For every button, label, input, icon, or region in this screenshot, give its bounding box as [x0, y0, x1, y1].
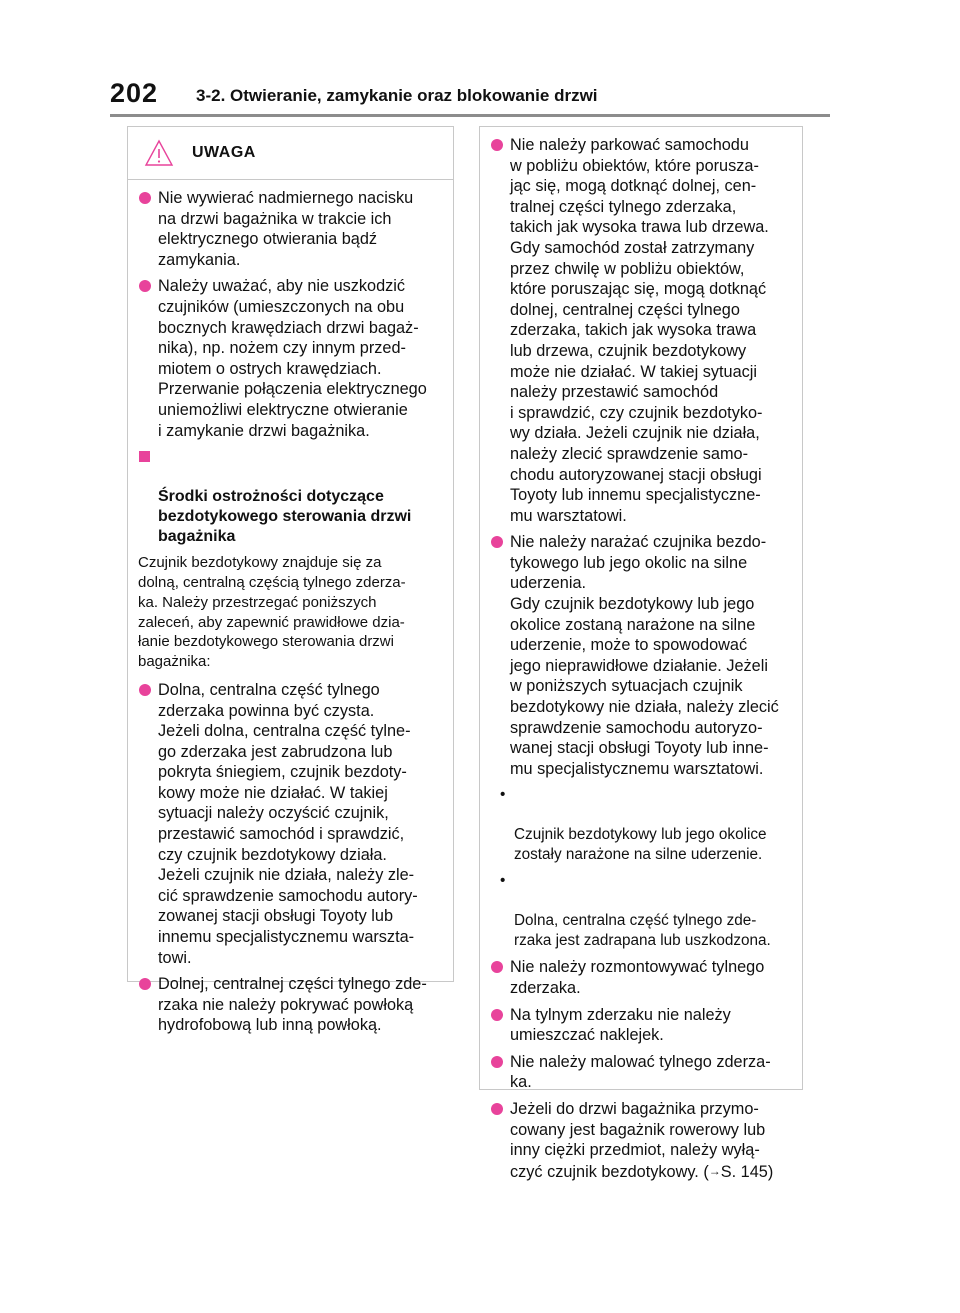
- arrow-right-icon: →: [708, 1163, 721, 1178]
- warning-triangle-icon: [144, 139, 174, 167]
- header-rule: [110, 114, 830, 117]
- sub-list-item: • Czujnik bezdotykowy lub jego okolice zostały narażone na silne uderzenie.: [500, 786, 767, 864]
- list-item: Jeżeli do drzwi bagażnika przymo- cowany jest bagażnik rowerowy lub inny ciężki przedmiot, należy wyłą- czyć czujnik bezdotykowy. (→S. 145): [490, 1099, 796, 1182]
- list-item: Nie należy parkować samochodu w pobliżu obiektów, które porusza- jąc się, mogą dotknąć dolnej, cen- tralnej części tylnego zderzaka, takich jak wysoka trawa lub drzewa. Gdy samochód został zatrzymany przez chwilę w pobliżu obiektów, które poruszając się, mogą dotknąć dolnej, centralnej części tylnego zderzaka, takich jak wysoka trawa lub drzewa, czujnik bezdotykowy może nie działać. W takiej sytuacji należy przestawić samochód i sprawdzić, czy czujnik bezdotyko- wy działa. Jeżeli czujnik nie działa, należy zlecić sprawdzenie samo- chodu autoryzowanej stacji obsługi Toyoty lub innemu specjalistyczne- mu warsztatowi.: [490, 135, 796, 526]
- list-item: Nie należy narażać czujnika bezdo- tykowego lub jego okolic na silne uderzenia. Gdy czujnik bezdotykowy lub jego okolice zostaną narażone na silne uderzenie, może to spowodować jego nieprawidłowe działanie. Jeżeli w poniższych sytuacjach czujnik bezdotykowy nie działa, należy zlecić sprawdzenie samochodu autoryzo- wanej stacji obsługi Toyoty lub inne- mu specjalistycznemu warsztatowi.: [490, 532, 796, 779]
- bullet-dot-icon: [491, 961, 503, 973]
- subsection-heading: Środki ostrożności dotyczące bezdotykowego sterowania drzwi bagażnika: [138, 447, 447, 547]
- small-bullet-icon: •: [500, 872, 506, 890]
- list-item: Nie należy malować tylnego zderza- ka.: [490, 1052, 796, 1093]
- bullet-dot-icon: [491, 1009, 503, 1021]
- list-item: Dolnej, centralnej części tylnego zde- rzaka nie należy pokrywać powłoką hydrofobową lub inną powłoką.: [138, 974, 447, 1036]
- square-bullet-icon: [139, 451, 150, 462]
- bullet-dot-icon: [491, 1103, 503, 1115]
- bullet-dot-icon: [491, 139, 503, 151]
- section-title: 3-2. Otwieranie, zamykanie oraz blokowanie drzwi: [196, 86, 598, 105]
- warning-label: UWAGA: [192, 144, 256, 161]
- bullet-dot-icon: [139, 684, 151, 696]
- small-bullet-icon: •: [500, 786, 506, 804]
- bullet-dot-icon: [491, 1056, 503, 1068]
- bullet-dot-icon: [139, 280, 151, 292]
- list-item: Należy uważać, aby nie uszkodzić czujników (umieszczonych na obu bocznych krawędziach drzwi bagaż- nika), np. nożem czy innym przed- miotem o ostrych krawędziach. Przerwanie połączenia elektrycznego uniemożliwi elektryczne otwieranie i zamykanie drzwi bagażnika.: [138, 276, 447, 441]
- warning-box-left: [127, 126, 454, 1035]
- bullet-dot-icon: [491, 536, 503, 548]
- list-item: Nie należy rozmontowywać tylnego zderzaka.: [490, 957, 796, 998]
- list-item: Nie wywierać nadmiernego nacisku na drzwi bagażnika w trakcie ich elektrycznego otwierania bądź zamykania.: [138, 188, 447, 270]
- page-number: 202: [110, 78, 159, 108]
- page-reference-link[interactable]: S. 145): [720, 1162, 774, 1181]
- warning-header: [128, 127, 453, 180]
- list-item: Dolna, centralna część tylnego zderzaka powinna być czysta. Jeżeli dolna, centralna część tylne- go zderzaka jest zabrudzona lub pokryta śniegiem, czujnik bezdoty- kowy może nie działać. W takiej sytuacji należy oczyścić czujnik, przestawić samochód i sprawdzić, czy czujnik bezdotykowy działa. Jeżeli czujnik nie działa, należy zle- cić sprawdzenie samochodu autory- zowanej stacji obsługi Toyoty lub innemu specjalistycznemu warszta- towi.: [138, 680, 447, 968]
- list-item: Na tylnym zderzaku nie należy umieszczać naklejek.: [490, 1005, 796, 1046]
- bullet-dot-icon: [139, 978, 151, 990]
- bullet-dot-icon: [139, 192, 151, 204]
- warning-box-right: [479, 126, 803, 1181]
- sub-list-item: • Dolna, centralna część tylnego zde- rzaka jest zadrapana lub uszkodzona.: [500, 872, 771, 950]
- intro-paragraph: Czujnik bezdotykowy znajduje się za dolną, centralną częścią tylnego zderza- ka. Należy przestrzegać poniższych zaleceń, aby zapewnić prawidłowe dzia- łanie bezdotykowego sterowania drzwi bagażnika:: [138, 554, 406, 671]
